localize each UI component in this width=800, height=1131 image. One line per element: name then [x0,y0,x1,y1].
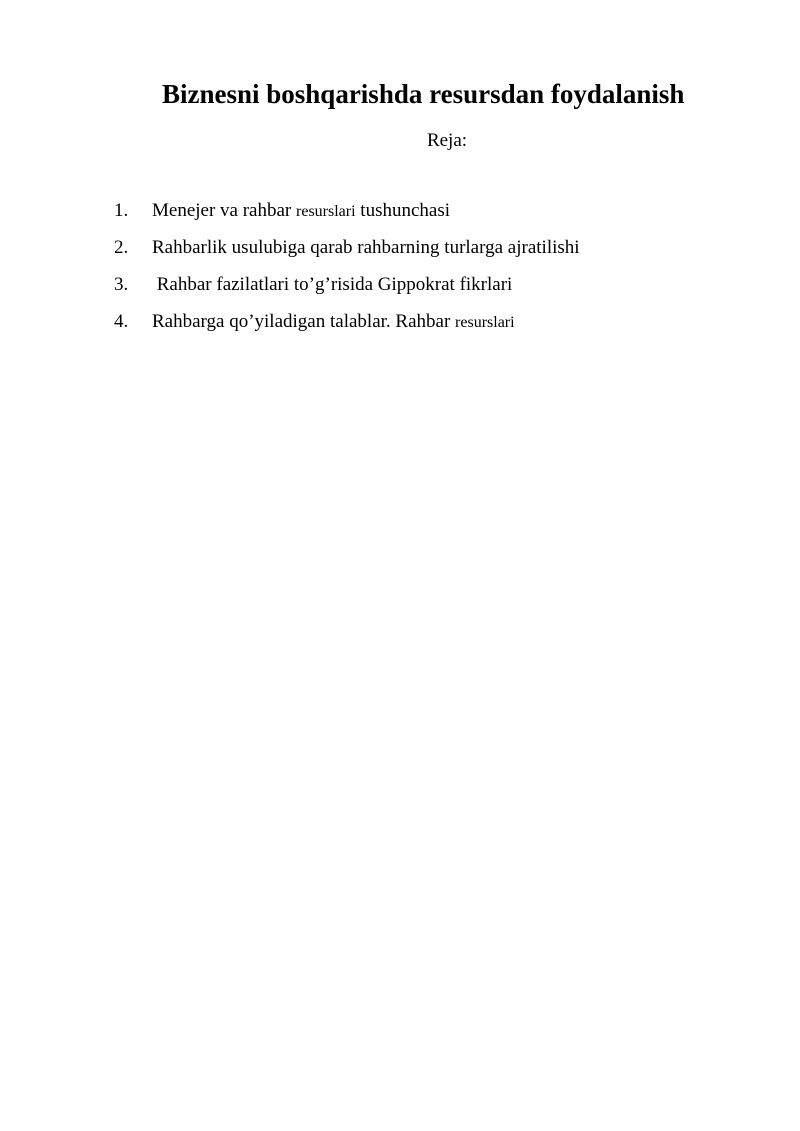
plan-item-text: Rahbar fazilatlari to’g’risida Gippokrat fikrlari [152,274,513,295]
plan-item-1 [114,198,580,235]
plan-item-text-end: tushunchasi [355,200,451,221]
plan-heading: Reja: [426,130,468,151]
plan-item-3 [114,272,580,309]
plan-item-text-small: resurslari [296,203,356,220]
plan-item-4 [114,309,580,346]
plan-item-text: Rahbarlik usulubiga qarab rahbarning turlarga ajratilishi [152,237,580,258]
plan-item-number: 2. [114,237,129,258]
plan-item-text: Rahbarga qo’yiladigan talablar. Rahbar [152,311,456,332]
plan-item-number: 4. [114,311,129,332]
document-title: Biznesni boshqarishda resursdan foydalanish [162,79,685,109]
plan-item-number: 1. [114,200,129,221]
plan-item-number: 3. [114,274,129,295]
plan-item-text: Menejer va rahbar [152,200,297,221]
plan-item-2 [114,235,580,272]
plan-list [114,198,580,346]
plan-item-text-small: resurslari [455,314,515,331]
